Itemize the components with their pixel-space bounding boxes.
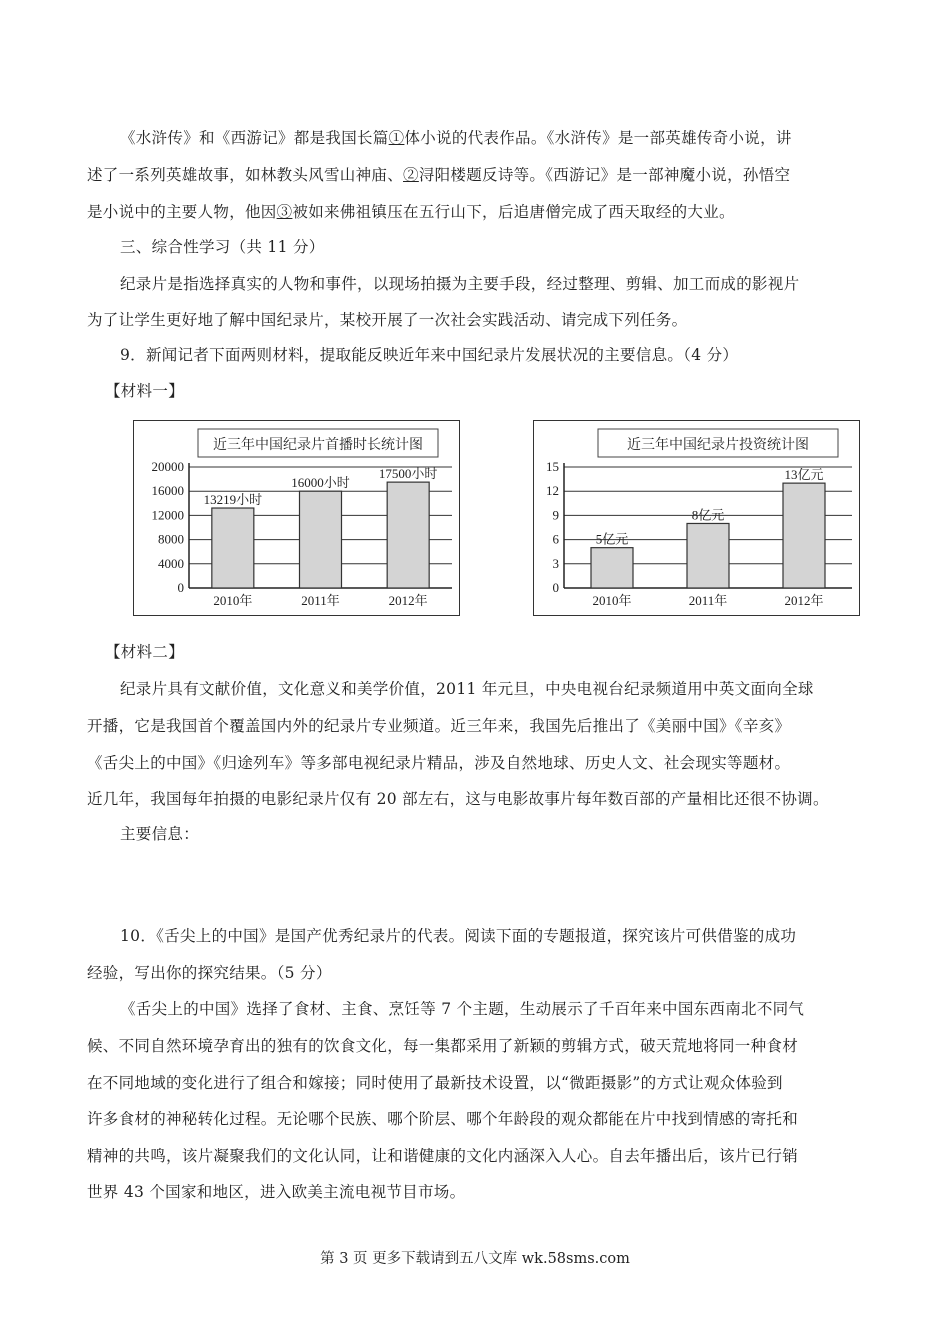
material2-line2: 开播，它是我国首个覆盖国内外的纪录片专业频道。近三年来，我国先后推出了《美丽中国》《辛亥》 <box>87 717 791 735</box>
chart-title: 近三年中国纪录片投资统计图 <box>627 438 809 453</box>
y-tick-label: 12000 <box>151 507 184 523</box>
material2-line4: 近几年，我国每年拍摄的电影纪录片仅有 20 部左右，这与电影故事片每年数百部的产量相比还很不协调。 <box>87 790 829 808</box>
section3-title: 三、综合性学习（共 11 分） <box>120 238 325 256</box>
x-category-label: 2011年 <box>301 593 340 608</box>
question-10-line1: 10．《舌尖上的中国》是国产优秀纪录片的代表。阅读下面的专题报道，探究该片可供借鉴的成功 <box>120 927 797 945</box>
chart-investment <box>533 420 860 616</box>
bar-data-label: 5亿元 <box>595 531 629 547</box>
material2-line3: 《舌尖上的中国》《归途列车》等多部电视纪录片精品，涉及自然地球、历史人文、社会现实等题材。 <box>87 754 791 772</box>
para1-line1: 《水浒传》和《西游记》都是我国长篇①体小说的代表作品。《水浒传》是一部英雄传奇小说，讲 <box>120 129 792 147</box>
y-tick-label: 20000 <box>151 459 184 474</box>
blank-1: ① <box>388 129 405 147</box>
y-tick-label: 8000 <box>158 531 184 547</box>
y-tick-label: 16000 <box>151 483 184 499</box>
y-tick-label: 4000 <box>158 555 184 571</box>
report-line5: 精神的共鸣，该片凝聚我们的文化认同，让和谐健康的文化内涵深入人心。自去年播出后，该片已行销 <box>87 1147 799 1165</box>
x-category-label: 2012年 <box>388 593 428 608</box>
chart-investment-svg <box>534 421 859 615</box>
bar-data-label: 8亿元 <box>691 507 725 523</box>
question-9: 9．新闻记者下面两则材料，提取能反映近年来中国纪录片发展状况的主要信息。（4 分） <box>120 346 739 364</box>
report-line2: 候、不同自然环境孕育出的独有的饮食文化，每一集都采用了新颖的剪辑方式，破天荒地将同一种食材 <box>87 1037 799 1055</box>
bar-3 <box>783 483 825 588</box>
y-tick-label: 12 <box>546 483 559 499</box>
chart-broadcast-hours <box>133 420 460 616</box>
bar-2 <box>687 523 729 588</box>
main-info-label: 主要信息： <box>120 825 200 843</box>
y-tick-label: 15 <box>546 459 559 474</box>
bar-data-label: 13219小时 <box>203 492 263 508</box>
bar-3 <box>387 482 429 588</box>
y-tick-label: 0 <box>177 580 184 595</box>
bar-2 <box>300 491 342 588</box>
report-line3: 在不同地域的变化进行了组合和嫁接；同时使用了最新技术设置，以“微距摄影”的方式让观众体验到 <box>87 1074 783 1092</box>
chart-broadcast-hours-svg <box>134 421 459 615</box>
x-category-label: 2010年 <box>213 593 253 608</box>
x-category-label: 2010年 <box>592 593 632 608</box>
page-footer: 第 3 页 更多下载请到五八文库 wk.58sms.com <box>320 1251 630 1267</box>
material2-line1: 纪录片具有文献价值，文化意义和美学价值，2011 年元旦，中央电视台纪录频道用中英文面向全球 <box>120 680 814 698</box>
intro-line2: 为了让学生更好地了解中国纪录片，某校开展了一次社会实践活动、请完成下列任务。 <box>87 311 688 329</box>
y-tick-label: 0 <box>552 580 559 595</box>
chart-title: 近三年中国纪录片首播时长统计图 <box>213 438 423 453</box>
blank-3: ③ <box>276 203 293 221</box>
question-10-line2: 经验，写出你的探究结果。（5 分） <box>87 964 332 982</box>
bar-data-label: 13亿元 <box>784 467 824 483</box>
bar-1 <box>591 548 633 588</box>
material1-label: 【材料一】 <box>105 382 185 400</box>
x-category-label: 2011年 <box>688 593 728 608</box>
report-line6: 世界 43 个国家和地区，进入欧美主流电视节目市场。 <box>87 1183 466 1201</box>
bar-data-label: 17500小时 <box>378 466 438 482</box>
material2-label: 【材料二】 <box>105 643 185 661</box>
bar-data-label: 16000小时 <box>291 475 350 491</box>
bar-1 <box>212 508 254 588</box>
y-tick-label: 3 <box>552 555 559 571</box>
blank-2: ② <box>403 166 419 184</box>
y-tick-label: 6 <box>552 531 559 547</box>
report-line4: 许多食材的神秘转化过程。无论哪个民族、哪个阶层、哪个年龄段的观众都能在片中找到情感的寄托和 <box>87 1110 799 1128</box>
x-category-label: 2012年 <box>784 593 824 608</box>
report-line1: 《舌尖上的中国》选择了食材、主食、烹饪等 7 个主题，生动展示了千百年来中国东西南北不同气 <box>120 1000 805 1018</box>
para1-line3: 是小说中的主要人物，他因③被如来佛祖镇压在五行山下，后追唐僧完成了西天取经的大业。 <box>87 203 735 221</box>
y-tick-label: 9 <box>552 507 559 523</box>
intro-line1: 纪录片是指选择真实的人物和事件，以现场拍摄为主要手段，经过整理、剪辑、加工而成的影视片 <box>120 275 800 293</box>
para1-line2: 述了一系列英雄故事，如林教头风雪山神庙、②浔阳楼题反诗等。《西游记》是一部神魔小说，孙悟空 <box>87 166 791 184</box>
